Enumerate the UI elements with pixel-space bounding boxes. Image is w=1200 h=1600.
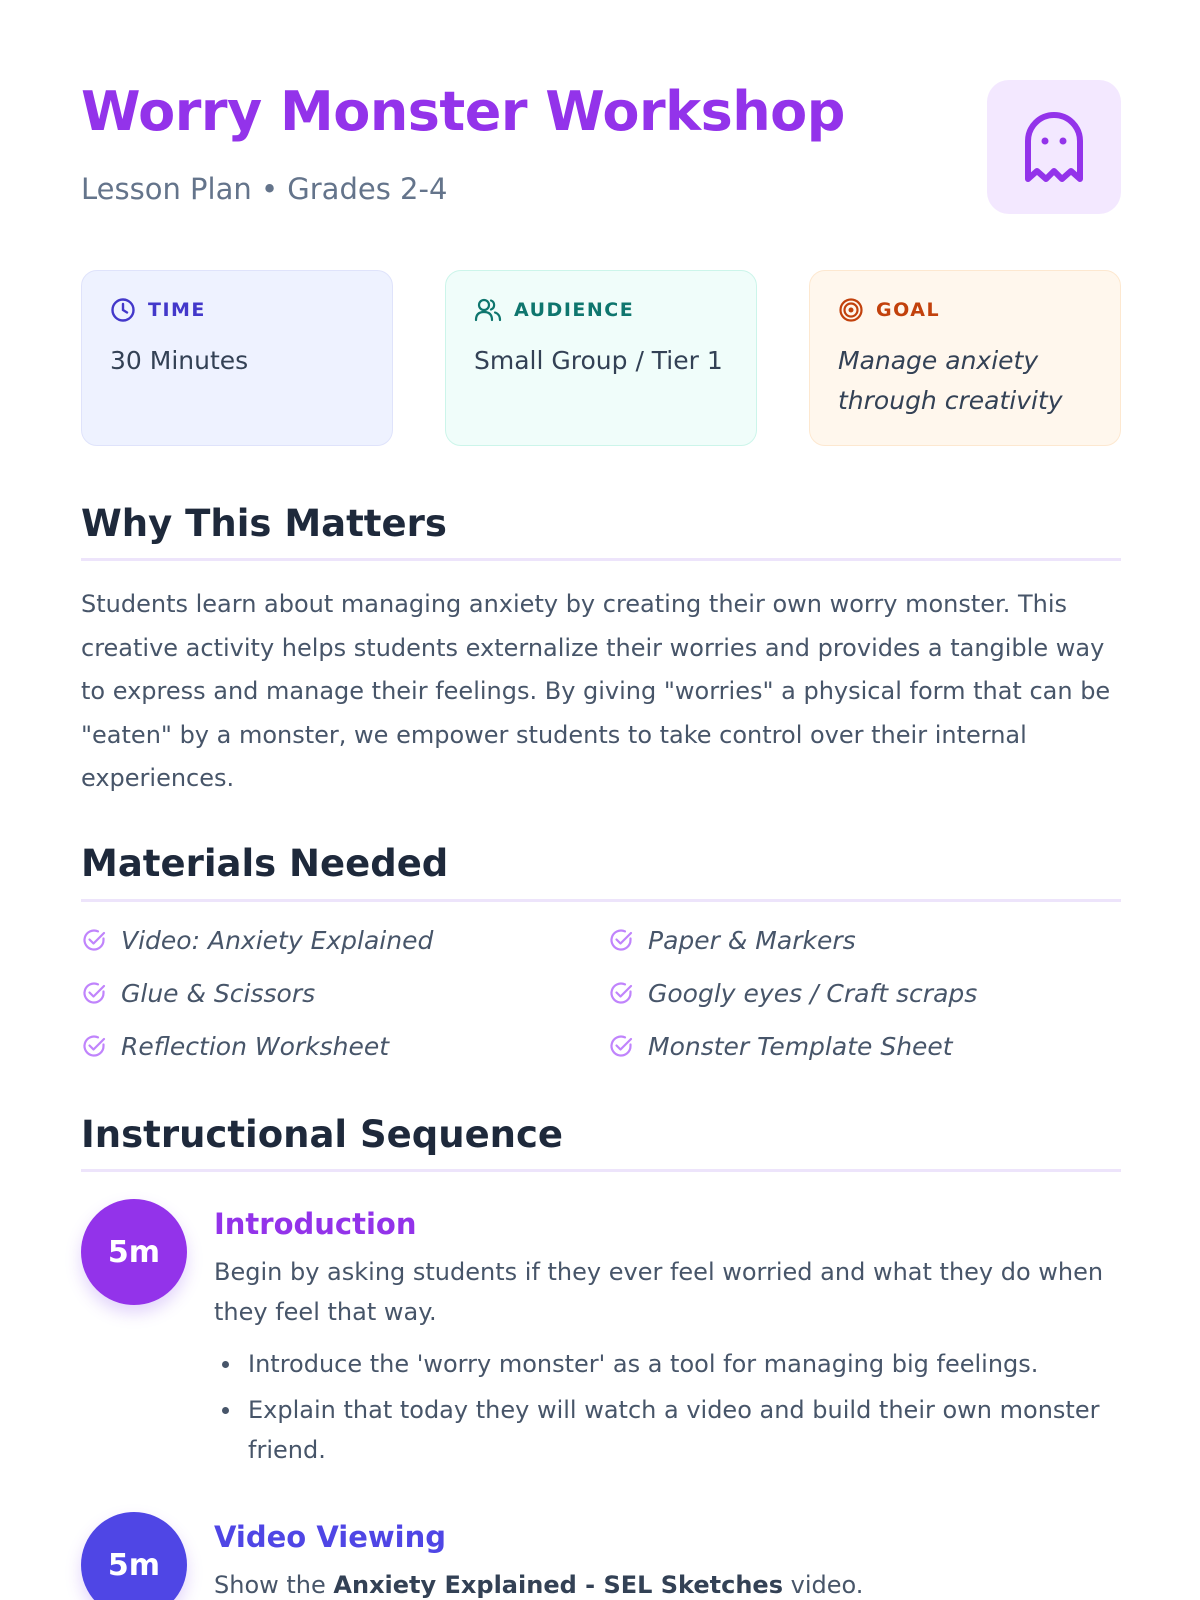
audience-card: [445, 270, 757, 446]
material-item: [608, 1026, 953, 1066]
material-label: Monster Template Sheet: [648, 1031, 953, 1061]
logo-badge: [987, 80, 1121, 214]
page-header: [81, 80, 1121, 214]
goal-value-line1: Manage anxiety: [838, 346, 1039, 375]
step-description: Begin by asking students if they ever feel worried and what they do when they feel that way.: [214, 1258, 1104, 1326]
material-label: Video: Anxiety Explained: [121, 925, 434, 955]
material-item: [608, 973, 977, 1013]
goal-value-line2: through creativity: [838, 386, 1063, 415]
check-circle-icon: [81, 927, 107, 953]
goal-card: [809, 270, 1121, 446]
time-label: TIME: [148, 299, 206, 321]
material-label: Reflection Worksheet: [121, 1031, 390, 1061]
materials-divider: [81, 899, 1121, 902]
goal-label: GOAL: [876, 299, 941, 321]
step-description: [214, 1565, 1126, 1600]
material-label: Paper & Markers: [648, 925, 856, 955]
step-duration-badge: 5m: [81, 1199, 187, 1305]
material-label: Glue & Scissors: [121, 978, 316, 1008]
step-text-before: Show the: [214, 1571, 334, 1599]
users-icon: [474, 297, 502, 323]
check-circle-icon: [81, 980, 107, 1006]
time-value: 30 Minutes: [110, 346, 249, 375]
page-subtitle: Lesson Plan • Grades 2-4: [81, 172, 448, 206]
material-item: [81, 920, 433, 960]
audience-value: Small Group / Tier 1: [474, 346, 723, 375]
ghost-icon: [1022, 109, 1086, 185]
video-title: Anxiety Explained - SEL Sketches: [333, 1571, 783, 1599]
check-circle-icon: [608, 1033, 634, 1059]
step-bullet: Introduce the 'worry monster' as a tool for managing big feelings.: [214, 1344, 1126, 1384]
materials-section-title: Materials Needed: [81, 842, 449, 885]
material-item: [81, 973, 315, 1013]
step-bullet: Explain that today they will watch a video and build their own monster friend.: [214, 1390, 1126, 1470]
sequence-divider: [81, 1169, 1121, 1172]
target-icon: [838, 297, 864, 323]
why-paragraph: Students learn about managing anxiety by creating their own worry monster. This creative activity helps students externalize their worries and provides a tangible way to express and manage their feelings. By giving "worries" a physical form that can be "eaten" by a monster, we empower students to take control over their internal experiences.: [81, 590, 1111, 792]
material-item: [81, 1026, 389, 1066]
check-circle-icon: [81, 1033, 107, 1059]
materials-list: [81, 918, 1121, 1078]
sequence-section-title: Instructional Sequence: [81, 1113, 564, 1156]
time-card: [81, 270, 393, 446]
clock-icon: [110, 297, 136, 323]
step-title: Video Viewing: [214, 1520, 446, 1554]
check-circle-icon: [608, 927, 634, 953]
material-label: Googly eyes / Craft scraps: [648, 978, 978, 1008]
why-divider: [81, 558, 1121, 561]
step-bullet-list: [214, 1344, 1126, 1470]
step-title: Introduction: [214, 1207, 417, 1241]
page-title: Worry Monster Workshop: [81, 80, 845, 143]
why-section-title: Why This Matters: [81, 502, 447, 545]
material-item: [608, 920, 856, 960]
step-duration-badge: 5m: [81, 1512, 187, 1600]
info-cards: [81, 270, 1121, 446]
step-text-after: video.: [783, 1571, 864, 1599]
check-circle-icon: [608, 980, 634, 1006]
goal-value: [838, 341, 1092, 421]
audience-label: AUDIENCE: [514, 299, 635, 321]
